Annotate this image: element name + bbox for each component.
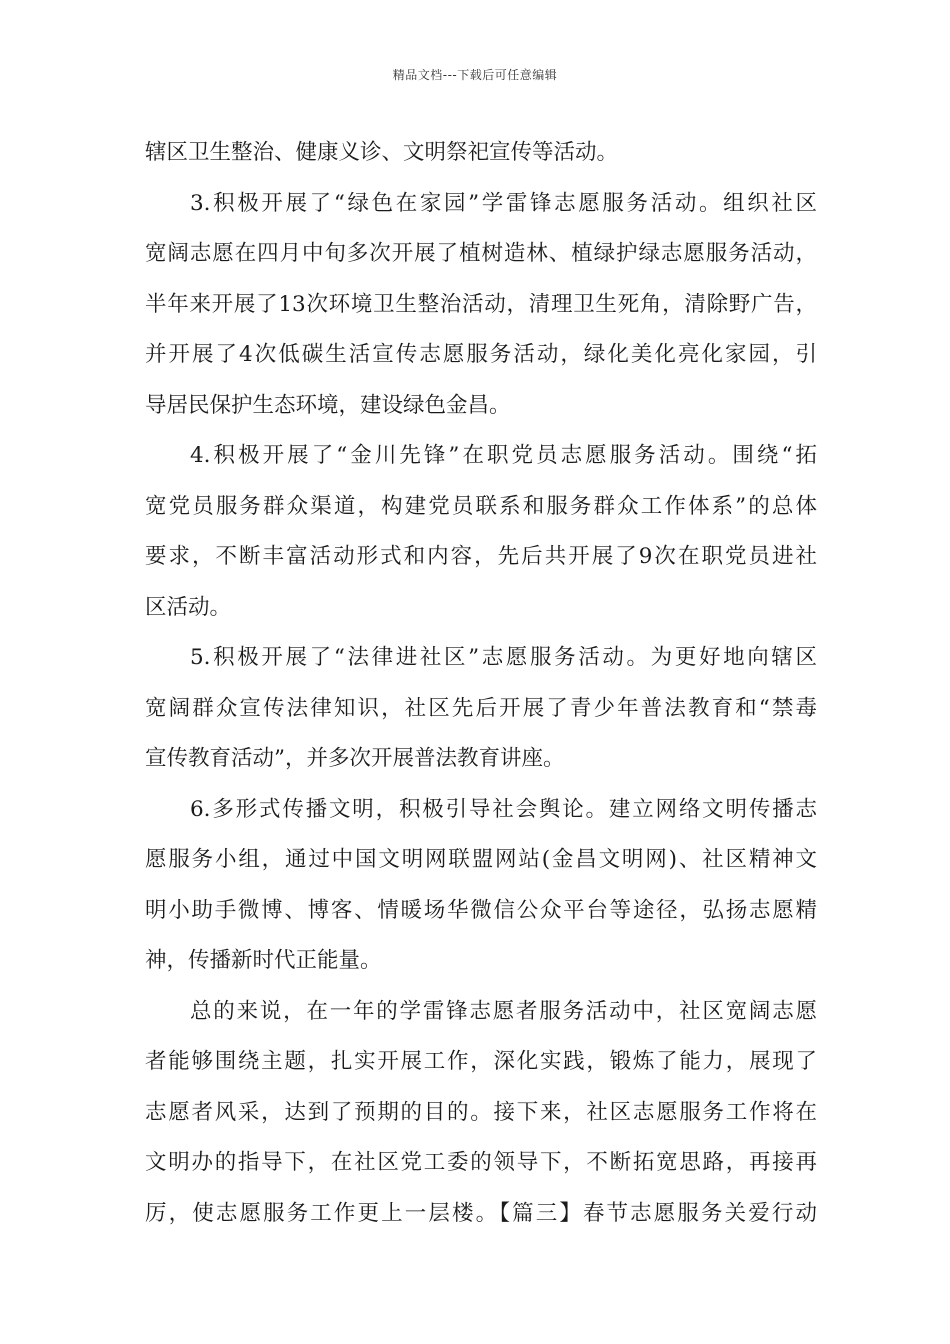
text-line: 导居民保护生态环境，建设绿色金昌。 <box>145 392 511 418</box>
document-body <box>145 128 817 1239</box>
text-line: 6.多形式传播文明，积极引导社会舆论。建立网络文明传播志 <box>190 796 817 822</box>
text-line: 3.积极开展了“绿色在家园”学雷锋志愿服务活动。组织社区 <box>190 190 817 216</box>
text-line: 宣传教育活动”，并多次开展普法教育讲座。 <box>145 746 565 771</box>
text-line: 愿服务小组，通过中国文明网联盟网站(金昌文明网)、社区精神文 <box>145 847 817 872</box>
page-header: 精品文档---下载后可任意编辑 <box>392 68 558 82</box>
text-line: 文明办的指导下，在社区党工委的领导下，不断拓宽思路，再接再 <box>145 1150 817 1175</box>
text-line: 宽党员服务群众渠道，构建党员联系和服务群众工作体系”的总体 <box>145 493 817 519</box>
text-line: 4.积极开展了“金川先锋”在职党员志愿服务活动。围绕“拓 <box>190 443 817 468</box>
text-line: 厉，使志愿服务工作更上一层楼。【篇三】春节志愿服务关爱行动 <box>145 1200 817 1226</box>
text-line: 并开展了4次低碳生活宣传志愿服务活动，绿化美化亮化家园，引 <box>145 342 817 367</box>
text-line: 辖区卫生整治、健康义诊、文明祭祀宣传等活动。 <box>145 140 619 165</box>
text-line: 明小助手微博、博客、情暖场华微信公众平台等途径，弘扬志愿精 <box>145 897 817 923</box>
text-line: 宽阔志愿在四月中旬多次开展了植树造林、植绿护绿志愿服务活动， <box>145 241 817 266</box>
text-line: 要求，不断丰富活动形式和内容，先后共开展了9次在职党员进社 <box>145 544 817 569</box>
text-line: 总的来说，在一年的学雷锋志愿者服务活动中，社区宽阔志愿 <box>190 998 817 1024</box>
text-line: 神，传播新时代正能量。 <box>145 948 382 973</box>
text-line: 5.积极开展了“法律进社区”志愿服务活动。为更好地向辖区 <box>190 645 817 670</box>
text-line: 半年来开展了13次环境卫生整治活动，清理卫生死角，清除野广告， <box>145 291 817 317</box>
text-line: 区活动。 <box>145 594 232 620</box>
text-line: 者能够围绕主题，扎实开展工作，深化实践，锻炼了能力，展现了 <box>145 1049 817 1074</box>
text-line: 志愿者风采，达到了预期的目的。接下来，社区志愿服务工作将在 <box>145 1099 817 1125</box>
text-line: 宽阔群众宣传法律知识，社区先后开展了青少年普法教育和“禁毒 <box>145 695 817 721</box>
